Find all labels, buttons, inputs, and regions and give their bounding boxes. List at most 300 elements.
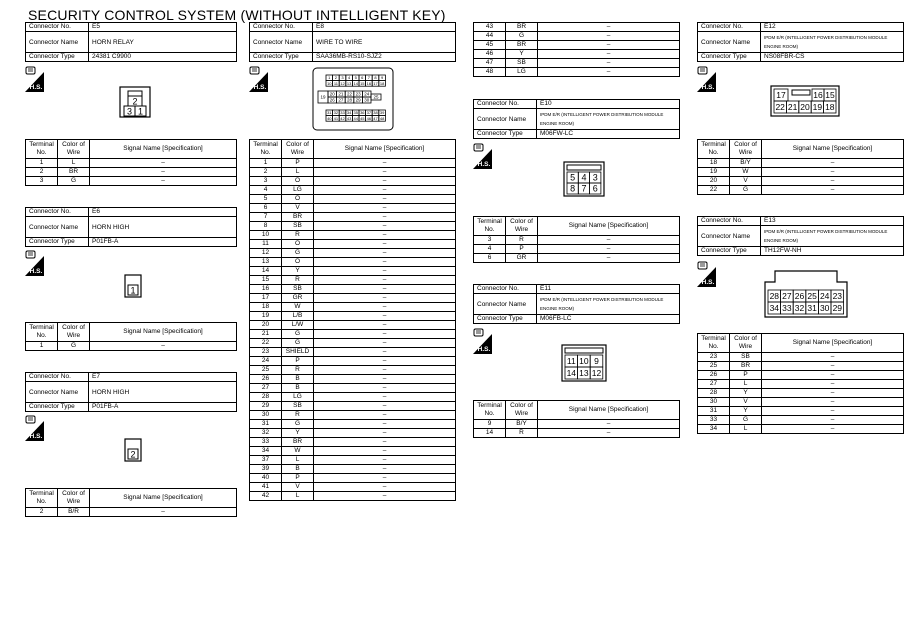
table-row	[26, 508, 237, 517]
wire-color-cell: Y	[730, 389, 762, 398]
pin-label: 19	[320, 94, 326, 100]
connector-e7-header: Connector No. E7 Connector Name HORN HIGH Connector Type P01FB-A	[25, 372, 237, 412]
terminal-cell: 44	[474, 32, 506, 41]
signal-cell: –	[762, 371, 904, 380]
signal-cell: –	[762, 398, 904, 407]
signal-cell: –	[314, 375, 456, 384]
pin-label: 24	[364, 91, 370, 97]
table-row	[250, 213, 456, 222]
pin-label: 31	[807, 303, 817, 314]
wire-color-cell: O	[282, 258, 314, 267]
table-row	[698, 389, 904, 398]
terminal-cell: 2	[26, 508, 58, 517]
terminal-cell: 47	[474, 59, 506, 68]
connector-e7-face	[124, 438, 142, 462]
table-row	[250, 384, 456, 393]
pin-label: 22	[346, 91, 353, 97]
connector-e6-header: Connector No. E6 Connector Name HORN HIGH Connector Type P01FB-A	[25, 207, 237, 247]
terminal-cell: 24	[250, 357, 282, 366]
wire-color-cell: P	[730, 371, 762, 380]
pin-label: 17	[373, 80, 378, 86]
signal-cell: –	[538, 245, 680, 254]
table-row	[26, 342, 237, 351]
signal-cell: –	[538, 429, 680, 438]
pin-label: 3	[592, 172, 598, 183]
pin-label: 47	[373, 115, 378, 121]
signal-cell: –	[314, 483, 456, 492]
connector-e11-signal-table: Terminal No. Color of Wire Signal Name [Specification] 9 B/Y – 14 R –	[473, 400, 680, 438]
terminal-cell: 27	[698, 380, 730, 389]
table-row	[474, 236, 680, 245]
table-row	[250, 204, 456, 213]
signal-cell: –	[90, 159, 237, 168]
pin-label: 13	[579, 368, 589, 379]
table-row	[26, 168, 237, 177]
table-row	[698, 168, 904, 177]
terminal-cell: 7	[250, 213, 282, 222]
wire-color-cell: SB	[730, 353, 762, 362]
table-row	[474, 59, 680, 68]
table-row	[698, 371, 904, 380]
pin-label: 23	[832, 291, 843, 302]
terminal-cell: 5	[250, 195, 282, 204]
pin-label: 42	[340, 115, 345, 121]
table-row	[250, 258, 456, 267]
signal-cell: –	[762, 380, 904, 389]
terminal-cell: 25	[698, 362, 730, 371]
table-row	[250, 375, 456, 384]
terminal-cell: 1	[26, 159, 58, 168]
pin-label: 48	[379, 115, 385, 121]
signal-cell: –	[314, 159, 456, 168]
wire-color-cell: L	[58, 159, 90, 168]
svg-text:H.S.: H.S.	[701, 84, 715, 91]
table-row	[250, 321, 456, 330]
harness-side-icon	[473, 328, 492, 354]
connector-e5-face	[119, 86, 151, 118]
wire-color-cell: SB	[282, 222, 314, 231]
harness-side-icon	[473, 143, 492, 169]
signal-cell: –	[314, 312, 456, 321]
pin-label: 28	[769, 291, 780, 302]
wire-color-cell: R	[282, 276, 314, 285]
signal-cell: –	[90, 168, 237, 177]
pin-label: 18	[825, 102, 835, 113]
table-row	[250, 456, 456, 465]
table-row	[250, 339, 456, 348]
wire-color-cell: BR	[506, 23, 538, 32]
terminal-cell: 27	[250, 384, 282, 393]
wire-color-cell: O	[282, 177, 314, 186]
connector-e5-header: Connector No. E5 Connector Name HORN RELAY Connector Type 24381 C9900	[25, 22, 237, 62]
connector-e5-signal-table: Terminal No. Color of Wire Signal Name [Specification] 1 L – 2 BR – 3 G –	[25, 139, 237, 186]
terminal-cell: 11	[250, 240, 282, 249]
terminal-cell: 26	[250, 375, 282, 384]
terminal-cell: 17	[250, 294, 282, 303]
signal-cell: –	[314, 456, 456, 465]
signal-cell: –	[314, 465, 456, 474]
signal-cell: –	[314, 303, 456, 312]
wire-color-cell: G	[730, 416, 762, 425]
pin-label: 28	[346, 97, 353, 103]
pin-label: 29	[355, 97, 361, 103]
connector-e10-face	[563, 161, 605, 197]
terminal-cell: 28	[250, 393, 282, 402]
table-row	[250, 168, 456, 177]
connector-e7-signal-table: Terminal No. Color of Wire Signal Name [Specification] 2 B/R –	[25, 488, 237, 517]
table-row	[250, 267, 456, 276]
connector-e13-header: Connector No. E13 Connector Name IPDM E/R (INTELLIGENT POWER DISTRIBUTION MODULE ENGINE ROOM) Connector Type TH12FW-NH	[697, 216, 904, 256]
signal-cell: –	[314, 330, 456, 339]
harness-side-icon	[697, 261, 716, 287]
table-row	[250, 474, 456, 483]
pin-label: 35	[353, 110, 358, 116]
terminal-cell: 42	[250, 492, 282, 501]
wire-color-cell: R	[282, 231, 314, 240]
signal-cell: –	[90, 508, 237, 517]
terminal-cell: 33	[250, 438, 282, 447]
wire-color-cell: R	[282, 366, 314, 375]
table-row	[474, 41, 680, 50]
pin-label: 39	[379, 110, 385, 116]
terminal-cell: 10	[250, 231, 282, 240]
signal-cell: –	[762, 407, 904, 416]
pin-label: 16	[813, 90, 823, 101]
table-row	[474, 254, 680, 263]
table-row	[250, 447, 456, 456]
signal-cell: –	[538, 41, 680, 50]
signal-cell: –	[314, 168, 456, 177]
signal-cell: –	[314, 474, 456, 483]
table-row	[698, 159, 904, 168]
terminal-cell: 48	[474, 68, 506, 77]
terminal-cell: 19	[250, 312, 282, 321]
signal-cell: –	[314, 285, 456, 294]
pin-label: 20	[329, 91, 335, 97]
pin-label: 4	[347, 75, 351, 81]
figure-code	[2, 520, 16, 610]
pin-label: 44	[353, 115, 358, 121]
wire-color-cell: V	[730, 398, 762, 407]
signal-cell: –	[314, 402, 456, 411]
pin-label: 36	[360, 110, 365, 116]
wire-color-cell: G	[282, 339, 314, 348]
wire-color-cell: B/Y	[506, 420, 538, 429]
svg-text:H.S.: H.S.	[701, 279, 715, 286]
signal-cell: –	[762, 362, 904, 371]
table-row	[250, 231, 456, 240]
table-row	[250, 420, 456, 429]
wire-color-cell: B/R	[58, 508, 90, 517]
connector-e13-face	[763, 270, 849, 318]
signal-cell: –	[314, 249, 456, 258]
wire-color-cell: Y	[506, 50, 538, 59]
table-row	[474, 32, 680, 41]
pin-label: 46	[366, 115, 372, 121]
table-row	[698, 362, 904, 371]
pin-label: 38	[373, 110, 378, 116]
table-row	[250, 222, 456, 231]
wire-color-cell: G	[58, 342, 90, 351]
pin-label: 11	[566, 356, 576, 367]
pin-label: 10	[327, 80, 332, 86]
pin-label: 11	[333, 80, 338, 86]
signal-cell: –	[538, 32, 680, 41]
terminal-cell: 3	[474, 236, 506, 245]
wire-color-cell: L	[730, 380, 762, 389]
pin-label: 8	[570, 183, 576, 194]
signal-cell: –	[538, 236, 680, 245]
signal-cell: –	[538, 254, 680, 263]
wire-color-cell: P	[506, 245, 538, 254]
pin-label: 13	[346, 80, 352, 86]
terminal-cell: 13	[250, 258, 282, 267]
wire-color-cell: L	[282, 492, 314, 501]
terminal-cell: 12	[250, 249, 282, 258]
pin-label: 30	[819, 303, 830, 314]
pin-label: 20	[800, 102, 810, 113]
terminal-cell: 20	[698, 177, 730, 186]
table-row	[26, 159, 237, 168]
connector-e13-signal-table: Terminal No. Color of Wire Signal Name [Specification] 23 SB – 25 BR – 26 P – 27 L – 28 Y – 30 V – 31 Y – 33 G – 34 L –	[697, 333, 904, 434]
signal-cell: –	[314, 222, 456, 231]
connector-e12-header: Connector No. E12 Connector Name IPDM E/R (INTELLIGENT POWER DISTRIBUTION MODULE ENGINE ROOM) Connector Type NS08FBR-CS	[697, 22, 904, 62]
pin-label: 3	[126, 106, 133, 117]
signal-cell: –	[762, 389, 904, 398]
wire-color-cell: Y	[282, 429, 314, 438]
pin-label: 7	[581, 183, 587, 194]
pin-label: 26	[794, 291, 805, 302]
wire-color-cell: B	[282, 465, 314, 474]
terminal-cell: 2	[250, 168, 282, 177]
svg-text:H.S.: H.S.	[29, 84, 43, 91]
connector-e11-face	[561, 344, 607, 382]
signal-cell: –	[314, 420, 456, 429]
pin-label: 1	[328, 75, 331, 81]
terminal-cell: 22	[698, 186, 730, 195]
terminal-cell: 16	[250, 285, 282, 294]
pin-label: 43	[346, 115, 352, 121]
harness-side-icon	[697, 66, 716, 92]
wire-color-cell: SB	[282, 285, 314, 294]
wire-color-cell: V	[730, 177, 762, 186]
terminal-cell: 14	[250, 267, 282, 276]
terminal-cell: 4	[250, 186, 282, 195]
wire-color-cell: BR	[506, 41, 538, 50]
terminal-cell: 30	[698, 398, 730, 407]
harness-side-icon	[25, 415, 44, 441]
terminal-cell: 46	[474, 50, 506, 59]
pin-label: 34	[769, 303, 780, 314]
wire-color-cell: L/W	[282, 321, 314, 330]
table-row	[250, 177, 456, 186]
wire-color-cell: BR	[730, 362, 762, 371]
signal-cell: –	[538, 68, 680, 77]
table-row	[250, 330, 456, 339]
table-row	[474, 68, 680, 77]
pin-label: 30	[364, 97, 370, 103]
pin-label: 40	[327, 115, 332, 121]
table-row	[250, 285, 456, 294]
pin-label: 33	[782, 303, 792, 314]
terminal-cell: 28	[698, 389, 730, 398]
terminal-cell: 25	[250, 366, 282, 375]
table-row	[474, 23, 680, 32]
terminal-cell: 18	[698, 159, 730, 168]
wire-color-cell: V	[282, 483, 314, 492]
wire-color-cell: P	[282, 159, 314, 168]
svg-text:H.S.: H.S.	[477, 161, 491, 168]
terminal-cell: 32	[250, 429, 282, 438]
wire-color-cell: LG	[282, 186, 314, 195]
signal-cell: –	[314, 366, 456, 375]
pin-label: 3	[341, 75, 344, 81]
signal-cell: –	[538, 420, 680, 429]
terminal-cell: 26	[698, 371, 730, 380]
pin-label: 14	[353, 80, 358, 86]
table-row	[250, 312, 456, 321]
signal-cell: –	[314, 240, 456, 249]
table-row	[250, 159, 456, 168]
signal-cell: –	[762, 177, 904, 186]
signal-cell: –	[314, 393, 456, 402]
table-row	[474, 420, 680, 429]
table-row	[26, 177, 237, 186]
table-row	[250, 429, 456, 438]
table-row	[474, 245, 680, 254]
wire-color-cell: R	[282, 411, 314, 420]
signal-cell: –	[90, 177, 237, 186]
table-row	[698, 398, 904, 407]
pin-label: 18	[379, 80, 385, 86]
table-row	[250, 240, 456, 249]
terminal-cell: 9	[474, 420, 506, 429]
signal-cell: –	[314, 438, 456, 447]
terminal-cell: 41	[250, 483, 282, 492]
wire-color-cell: B	[282, 384, 314, 393]
pin-label: 19	[812, 102, 823, 113]
terminal-cell: 34	[250, 447, 282, 456]
terminal-cell: 6	[474, 254, 506, 263]
pin-label: 2	[334, 75, 338, 81]
signal-cell: –	[762, 168, 904, 177]
harness-side-icon	[25, 250, 44, 276]
pin-label: 25	[373, 94, 379, 100]
pin-label: 27	[782, 291, 792, 302]
page-title: SECURITY CONTROL SYSTEM (WITHOUT INTELLIGENT KEY)	[28, 7, 446, 23]
signal-cell: –	[314, 276, 456, 285]
pin-label: 45	[360, 115, 365, 121]
pin-label: 2	[130, 449, 136, 460]
connector-e6-signal-table: Terminal No. Color of Wire Signal Name [Specification] 1 G –	[25, 322, 237, 351]
terminal-cell: 43	[474, 23, 506, 32]
pin-label: 4	[581, 172, 587, 183]
wire-color-cell: LG	[506, 68, 538, 77]
table-row	[250, 411, 456, 420]
pin-label: 32	[333, 110, 339, 116]
pin-label: 5	[570, 172, 576, 183]
table-row	[250, 186, 456, 195]
terminal-cell: 37	[250, 456, 282, 465]
table-row	[250, 348, 456, 357]
table-row	[250, 366, 456, 375]
wire-color-cell: GR	[506, 254, 538, 263]
signal-cell: –	[314, 411, 456, 420]
table-row	[474, 50, 680, 59]
wire-color-cell: W	[282, 447, 314, 456]
connector-e12-signal-table: Terminal No. Color of Wire Signal Name [Specification] 18 B/Y – 19 W – 20 V – 22 G –	[697, 139, 904, 195]
signal-cell: –	[538, 23, 680, 32]
wire-color-cell: W	[730, 168, 762, 177]
wire-color-cell: R	[506, 429, 538, 438]
pin-label: 21	[787, 102, 798, 113]
terminal-cell: 23	[698, 353, 730, 362]
terminal-cell: 1	[250, 159, 282, 168]
pin-label: 2	[132, 96, 138, 107]
wire-color-cell: B	[282, 375, 314, 384]
connector-e10-header: Connector No. E10 Connector Name IPDM E/R (INTELLIGENT POWER DISTRIBUTION MODULE ENGINE ROOM) Connector Type M06FW-LC	[473, 99, 680, 139]
signal-cell: –	[314, 321, 456, 330]
svg-text:H.S.: H.S.	[253, 84, 267, 91]
terminal-cell: 31	[698, 407, 730, 416]
terminal-cell: 21	[250, 330, 282, 339]
terminal-cell: 22	[250, 339, 282, 348]
terminal-cell: 1	[26, 342, 58, 351]
signal-cell: –	[314, 195, 456, 204]
pin-label: 24	[819, 291, 830, 302]
signal-cell: –	[762, 425, 904, 434]
terminal-cell: 8	[250, 222, 282, 231]
terminal-cell: 3	[250, 177, 282, 186]
pin-label: 6	[361, 75, 364, 81]
pin-label: 23	[355, 91, 361, 97]
terminal-cell: 33	[698, 416, 730, 425]
terminal-cell: 4	[474, 245, 506, 254]
svg-text:H.S.: H.S.	[477, 346, 491, 353]
table-row	[698, 186, 904, 195]
connector-e10-signal-table: Terminal No. Color of Wire Signal Name [Specification] 3 R – 4 P – 6 GR –	[473, 216, 680, 263]
pin-label: 5	[354, 75, 357, 81]
wire-color-cell: G	[282, 330, 314, 339]
pin-label: 21	[338, 91, 344, 97]
table-row	[250, 402, 456, 411]
table-row	[250, 276, 456, 285]
svg-text:H.S.: H.S.	[29, 433, 43, 440]
signal-cell: –	[314, 492, 456, 501]
signal-cell: –	[314, 429, 456, 438]
pin-label: 25	[807, 291, 817, 302]
wire-color-cell: O	[282, 195, 314, 204]
wire-color-cell: BR	[58, 168, 90, 177]
table-row	[698, 380, 904, 389]
pin-label: 7	[367, 75, 371, 81]
terminal-cell: 6	[250, 204, 282, 213]
signal-cell: –	[762, 159, 904, 168]
terminal-cell: 30	[250, 411, 282, 420]
pin-label: 1	[130, 285, 136, 296]
pin-label: 41	[333, 115, 339, 121]
pin-label: 34	[346, 110, 352, 116]
wire-color-cell: G	[282, 420, 314, 429]
pin-label: 17	[776, 90, 786, 101]
pin-label: 22	[775, 102, 785, 113]
wire-color-cell: G	[506, 32, 538, 41]
svg-text:H.S.: H.S.	[29, 268, 43, 275]
pin-label: 31	[327, 110, 332, 116]
signal-cell: –	[314, 258, 456, 267]
table-row	[250, 195, 456, 204]
wire-color-cell: BR	[282, 213, 314, 222]
